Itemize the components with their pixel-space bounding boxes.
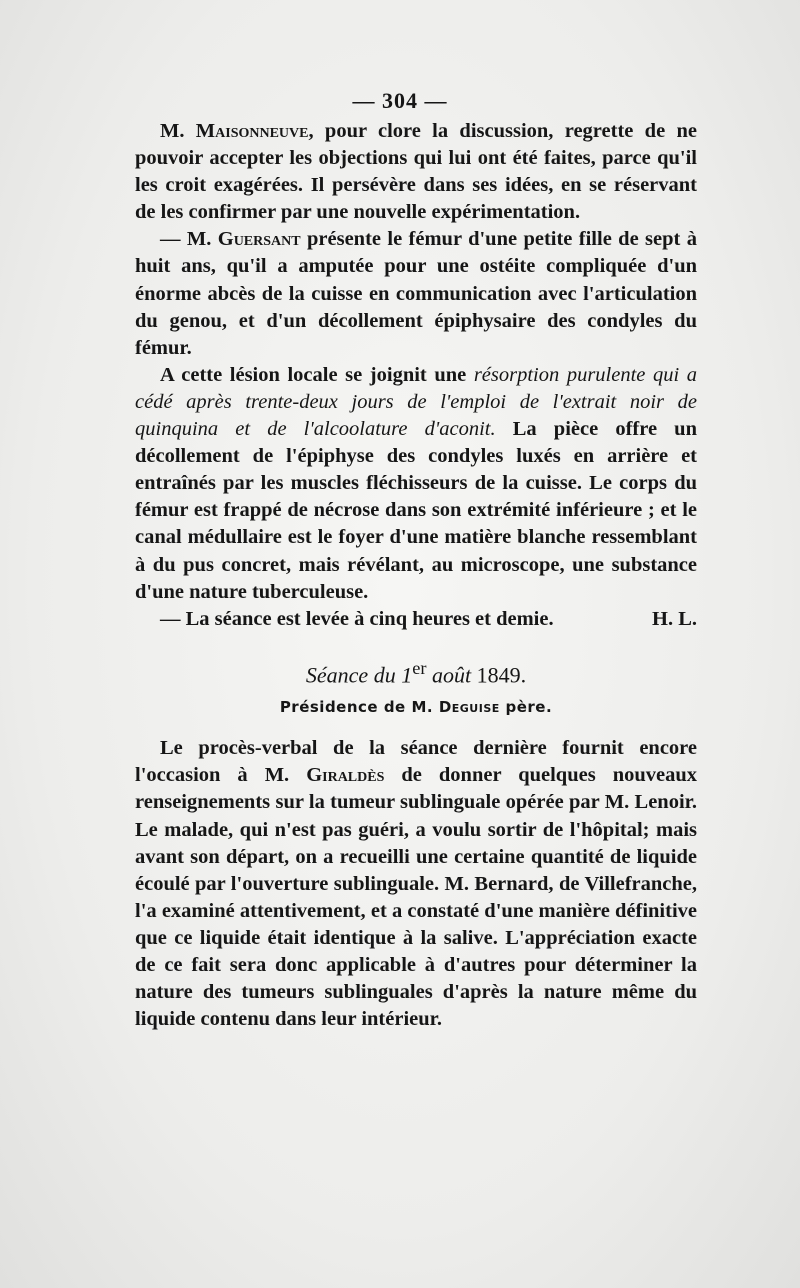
session-year: 1849. xyxy=(476,662,527,688)
speaker-prefix: — M. xyxy=(160,228,218,251)
speaker-prefix: M. xyxy=(160,120,196,142)
page-number: — 304 — xyxy=(352,88,448,113)
paragraph-giraldes xyxy=(135,735,697,1033)
paragraph-text: Le procès-verbal de la séance dernière fournit encore l'occasion à M. xyxy=(135,737,697,787)
presidency-suffix: père. xyxy=(499,698,553,717)
signoff-initials: H. L. xyxy=(652,607,697,630)
paragraph-text: La pièce offre un décollement de l'épiphyse des condyles luxés en arrière et entraînés par les muscles fléchisseurs de la cuisse. Le corps du fémur est frappé de nécrose dans son extrémité inférieure ; et le canal médullaire est le foyer d'une matière blanche ressemblant à du pus concret, mais révélant, au microscope, une substance d'une nature tuberculeuse. xyxy=(135,418,697,603)
paragraph-closing xyxy=(135,606,697,633)
speaker-name: Maisonneuve xyxy=(195,120,309,142)
italic-phrase: résorption purulente qui a cédé après trente-deux jours de l'emploi de l'extrait noir de quinquina et de l'alcoolature d'aconit. xyxy=(135,363,697,441)
session-heading xyxy=(135,655,697,688)
presidency-line xyxy=(135,694,697,721)
paragraph-lesion xyxy=(135,362,697,606)
date-ordinal: er xyxy=(412,657,427,678)
paragraph-guersant xyxy=(135,226,697,361)
paragraph-text: , pour clore la discussion, regrette de ne pouvoir accepter les objections qui lui ont été faites, parce qu'il les croit exagérées. Il persévère dans ses idées, en se réservant de les confirmer par une nouvelle expérimentation. xyxy=(135,120,697,224)
speaker-name: Guersant xyxy=(217,228,301,251)
speaker-name: Giraldès xyxy=(306,764,385,787)
paragraph-text: A cette lésion locale se joignit une xyxy=(160,363,474,386)
president-name: Deguise xyxy=(438,698,500,717)
presidency-prefix: Présidence de M. xyxy=(279,698,439,717)
paragraph-text: présente le fémur d'une petite fille de sept à huit ans, qu'il a amputée pour une ostéite compliquée d'un énorme abcès de la cuisse en communication avec l'articulation du genou, et d'un décollement épiphysaire des condyles du fémur. xyxy=(135,228,697,359)
session-month: août xyxy=(426,662,477,688)
session-label: Séance du 1 xyxy=(305,662,413,688)
closing-text: — La séance est levée à cinq heures et demie. xyxy=(160,607,554,630)
paragraph-maisonneuve xyxy=(135,118,697,226)
paragraph-text: de donner quelques nouveaux renseignements sur la tumeur sublinguale opérée par M. Lenoir. Le malade, qui n'est pas guéri, a voulu sortir de l'hôpital; mais avant son départ, on a recueilli une certaine quantité de liquide écoulé par l'ouverture sublinguale. M. Bernard, de Villefranche, l'a examiné attentivement, et a constaté d'une manière définitive que ce liquide était identique à la salive. L'appréciation exacte de ce fait sera donc applicable à d'autres pour déterminer la nature des tumeurs sublinguales d'après la nature même du liquide contenu dans leur intérieur. xyxy=(135,764,697,1031)
main-text xyxy=(135,118,697,1033)
